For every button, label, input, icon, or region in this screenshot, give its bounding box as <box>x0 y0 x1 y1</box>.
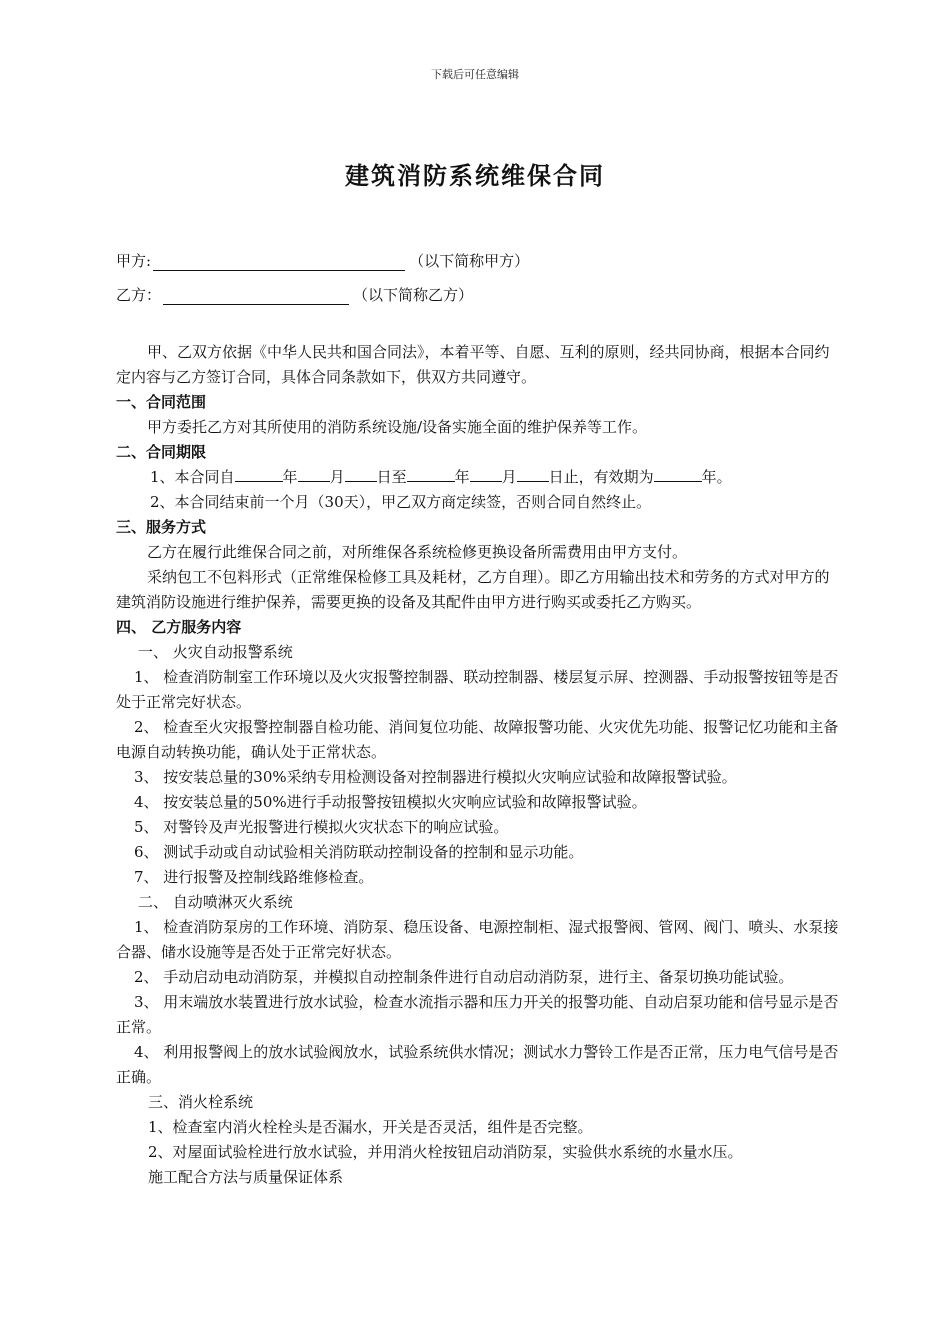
list-item: 4、 按安装总量的50%进行手动报警按钮模拟火灾响应试验和故障报警试验。 <box>134 793 647 811</box>
subsection-3-title: 三、消火栓系统 <box>148 1093 254 1111</box>
term-text-h: 年。 <box>701 468 732 486</box>
list-item: 2、 手动启动电动消防泵，并模拟自动控制条件进行自动启动消防泵，进行主、备泵切换功能试验。 <box>134 968 794 986</box>
list-item: 7、 进行报警及控制线路维修检查。 <box>134 868 374 886</box>
term-text-a: 1、本合同自 <box>150 468 235 486</box>
term-text-e: 年 <box>454 468 470 486</box>
term-item-2: 2、本合同结束前一个月（30天），甲乙双方商定续签，否则合同自然终止。 <box>150 493 652 511</box>
list-item: 6、 测试手动或自动试验相关消防联动控制设备的控制和显示功能。 <box>134 843 584 861</box>
term-text-f: 月 <box>501 468 517 486</box>
section-3-para-2: 采纳包工不包料形式（正常维保检修工具及耗材，乙方自理）。即乙方用输出技术和劳务的方式对甲方的建筑消防设施进行维护保养，需要更换的设备及其配件由甲方进行购买或委托乙方购买。 <box>116 568 830 611</box>
section-1-text: 甲方委托乙方对其所使用的消防系统设施/设备实施全面的维护保养等工作。 <box>147 418 648 436</box>
party-a-blank[interactable] <box>153 252 405 271</box>
party-b-suffix: （以下简称乙方） <box>353 286 474 304</box>
term-text-b: 年 <box>282 468 298 486</box>
intro-paragraph: 甲、乙双方依据《中华人民共和国合同法》，本着平等、自愿、互利的原则，经共同协商，根据本合同约定内容与乙方签订合同，具体合同条款如下，供双方共同遵守。 <box>116 343 830 386</box>
party-b-label: 乙方： <box>116 286 162 304</box>
section-4-heading: 四、 乙方服务内容 <box>116 618 242 636</box>
subsection-1-title: 一、 火灾自动报警系统 <box>138 643 293 661</box>
start-day-blank[interactable] <box>345 465 377 482</box>
list-item: 1、检查室内消火栓栓头是否漏水，开关是否灵活，组件是否完整。 <box>148 1118 593 1136</box>
list-item: 3、 按安装总量的30%采纳专用检测设备对控制器进行模拟火灾响应试验和故障报警试验。 <box>134 768 737 786</box>
term-text-c: 月 <box>329 468 345 486</box>
section-3-heading: 三、服务方式 <box>116 518 207 536</box>
party-a-suffix: （以下简称甲方） <box>409 252 530 270</box>
closing-line: 施工配合方法与质量保证体系 <box>148 1168 344 1186</box>
term-item-1 <box>116 465 840 490</box>
header-note: 下载后可任意编辑 <box>431 68 519 81</box>
subsection-2-title: 二、 自动喷淋灭火系统 <box>138 893 293 911</box>
duration-years-blank[interactable] <box>654 465 702 482</box>
term-text-d: 日至 <box>376 468 407 486</box>
list-item: 1、 检查消防制室工作环境以及火灾报警控制器、联动控制器、楼层复示屏、控测器、手动报警按钮等是否处于正常完好状态。 <box>116 668 839 711</box>
end-year-blank[interactable] <box>407 465 455 482</box>
list-item: 5、 对警铃及声光报警进行模拟火灾状态下的响应试验。 <box>134 818 509 836</box>
section-2-heading: 二、合同期限 <box>116 443 207 461</box>
party-a-line <box>116 250 529 271</box>
contract-body <box>116 340 840 1190</box>
end-month-blank[interactable] <box>470 465 502 482</box>
party-b-blank[interactable] <box>163 286 349 305</box>
list-item: 2、对屋面试验栓进行放水试验，并用消火栓按钮启动消防泵，实验供水系统的水量水压。 <box>148 1143 743 1161</box>
party-a-label: 甲方: <box>116 252 152 270</box>
document-title: 建筑消防系统维保合同 <box>345 161 605 190</box>
end-day-blank[interactable] <box>517 465 549 482</box>
section-3-para-1: 乙方在履行此维保合同之前，对所维保各系统检修更换设备所需费用由甲方支付。 <box>147 543 688 561</box>
start-year-blank[interactable] <box>235 465 283 482</box>
list-item: 2、 检查至火灾报警控制器自检功能、消间复位功能、故障报警功能、火灾优先功能、报警记忆功能和主备电源自动转换功能，确认处于正常状态。 <box>116 718 839 761</box>
section-1-heading: 一、合同范围 <box>116 393 207 411</box>
list-item: 1、 检查消防泵房的工作环境、消防泵、稳压设备、电源控制柜、湿式报警阀、管网、阀门、喷头、水泵接合器、储水设施等是否处于正常完好状态。 <box>116 918 839 961</box>
start-month-blank[interactable] <box>298 465 330 482</box>
party-b-line <box>116 284 473 305</box>
list-item: 3、 用末端放水装置进行放水试验，检查水流指示器和压力开关的报警功能、自动启泵功能和信号显示是否正常。 <box>116 993 839 1036</box>
term-text-g: 日止，有效期为 <box>548 468 654 486</box>
list-item: 4、 利用报警阀上的放水试验阀放水，试验系统供水情况；测试水力警铃工作是否正常，压力电气信号是否正确。 <box>116 1043 839 1086</box>
